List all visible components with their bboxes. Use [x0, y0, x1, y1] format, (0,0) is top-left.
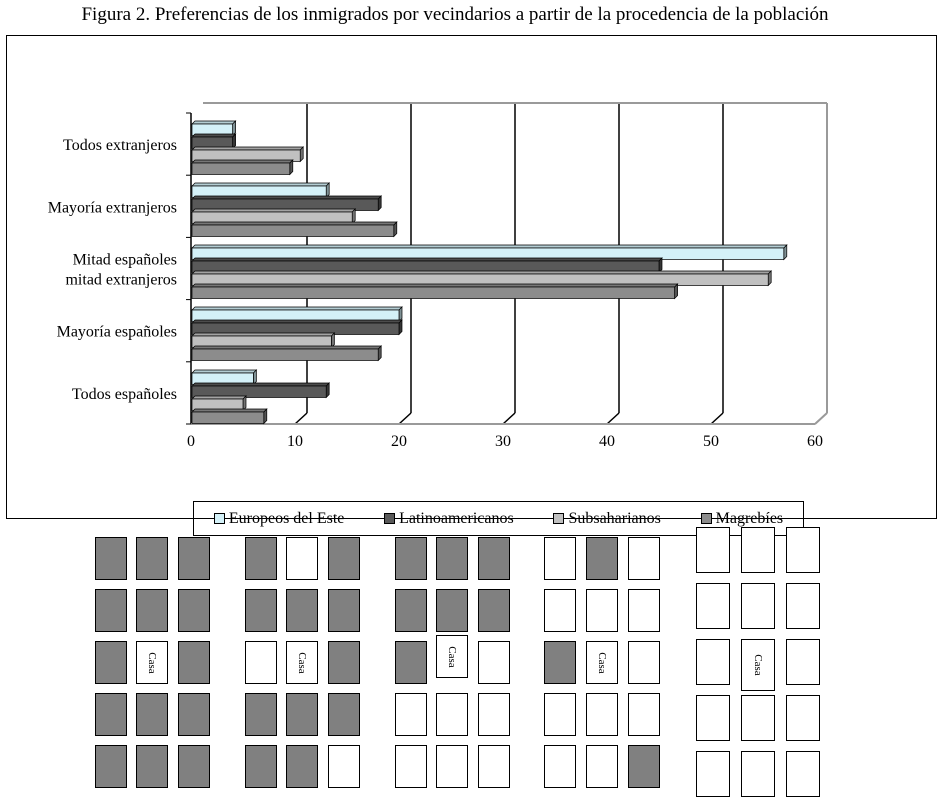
- bar-side-1-0: [326, 183, 329, 198]
- house-spanish: [586, 693, 618, 736]
- casa-label: Casa: [446, 645, 458, 668]
- house-occupied-foreign: [245, 693, 277, 736]
- house-spanish: [786, 583, 820, 629]
- house-casa: [436, 635, 468, 678]
- bar-side-3-1: [399, 320, 402, 335]
- bar-side-1-3: [394, 222, 397, 237]
- house-spanish: [741, 751, 775, 797]
- house-spanish: [478, 641, 510, 684]
- x-tick-label-50: 50: [703, 433, 719, 450]
- house-occupied-foreign: [586, 537, 618, 580]
- house-spanish: [696, 751, 730, 797]
- bar-top-1-2: [192, 209, 355, 212]
- house-spanish: [696, 527, 730, 573]
- bar-3-3: [192, 349, 378, 361]
- bar-top-0-0: [192, 121, 236, 124]
- bar-top-4-2: [192, 396, 246, 399]
- house-occupied-foreign: [178, 589, 210, 632]
- house-occupied-foreign: [328, 537, 360, 580]
- house-spanish: [436, 745, 468, 788]
- house-occupied-foreign: [245, 745, 277, 788]
- legend-swatch-europeos: [214, 513, 225, 524]
- bar-top-2-1: [192, 258, 662, 261]
- house-casa: [286, 641, 318, 684]
- house-occupied-foreign: [95, 693, 127, 736]
- bar-side-2-2: [768, 271, 771, 286]
- house-spanish: [395, 693, 427, 736]
- legend-label-subsaharianos: Subsaharianos: [568, 509, 661, 527]
- bar-chart: [7, 36, 936, 518]
- bar-4-3: [192, 412, 264, 424]
- category-label-0-0: Todos extranjeros: [63, 137, 177, 155]
- house-occupied-foreign: [395, 589, 427, 632]
- house-spanish: [544, 745, 576, 788]
- bar-side-4-2: [243, 396, 246, 411]
- legend-swatch-subsaharianos: [553, 513, 564, 524]
- house-occupied-foreign: [395, 641, 427, 684]
- bar-side-2-3: [675, 284, 678, 299]
- house-occupied-foreign: [95, 537, 127, 580]
- house-spanish: [395, 745, 427, 788]
- house-occupied-foreign: [436, 589, 468, 632]
- house-casa: [136, 641, 168, 684]
- house-spanish: [741, 527, 775, 573]
- house-spanish: [586, 589, 618, 632]
- bar-side-4-1: [326, 383, 329, 398]
- casa-label: Casa: [752, 654, 764, 676]
- house-occupied-foreign: [328, 693, 360, 736]
- legend-swatch-magrebies: [701, 513, 712, 524]
- casa-label: Casa: [146, 651, 158, 674]
- house-occupied-foreign: [95, 589, 127, 632]
- house-occupied-foreign: [478, 537, 510, 580]
- bar-side-0-3: [290, 160, 293, 175]
- bar-top-4-3: [192, 409, 267, 412]
- x-tick-label-40: 40: [599, 433, 615, 450]
- bar-top-0-1: [192, 134, 236, 137]
- house-spanish: [786, 527, 820, 573]
- house-occupied-foreign: [328, 589, 360, 632]
- house-occupied-foreign: [178, 641, 210, 684]
- house-occupied-foreign: [544, 641, 576, 684]
- bar-side-3-0: [399, 307, 402, 322]
- category-label-2-0: Mitad españoles: [72, 251, 177, 269]
- house-occupied-foreign: [136, 693, 168, 736]
- house-occupied-foreign: [136, 589, 168, 632]
- bar-side-0-0: [233, 121, 236, 136]
- house-spanish: [628, 589, 660, 632]
- bar-top-2-3: [192, 284, 678, 287]
- bar-top-3-3: [192, 346, 381, 349]
- house-occupied-foreign: [395, 537, 427, 580]
- bar-1-3: [192, 225, 394, 237]
- bar-2-3: [192, 287, 675, 299]
- casa-label: Casa: [296, 651, 308, 674]
- house-occupied-foreign: [136, 537, 168, 580]
- figure-title: Figura 2. Preferencias de los inmigrados por vecindarios a partir de la procedencia de la población: [81, 4, 829, 25]
- house-spanish: [544, 537, 576, 580]
- house-occupied-foreign: [628, 745, 660, 788]
- bar-top-1-3: [192, 222, 397, 225]
- bar-0-3: [192, 163, 290, 175]
- house-spanish: [544, 589, 576, 632]
- bar-side-3-2: [331, 333, 334, 348]
- house-spanish: [786, 639, 820, 685]
- neighborhood-diagram: [0, 525, 951, 807]
- house-spanish: [696, 695, 730, 741]
- house-casa: [586, 641, 618, 684]
- x-tick-label-30: 30: [495, 433, 511, 450]
- house-occupied-foreign: [178, 693, 210, 736]
- bar-top-0-2: [192, 147, 303, 150]
- house-occupied-foreign: [286, 589, 318, 632]
- bar-side-0-1: [233, 134, 236, 149]
- house-spanish: [586, 745, 618, 788]
- bar-side-2-0: [784, 245, 787, 260]
- house-spanish: [286, 537, 318, 580]
- house-occupied-foreign: [178, 745, 210, 788]
- house-occupied-foreign: [95, 745, 127, 788]
- house-spanish: [245, 641, 277, 684]
- bar-top-1-1: [192, 196, 381, 199]
- house-spanish: [478, 745, 510, 788]
- house-spanish: [741, 583, 775, 629]
- house-spanish: [544, 693, 576, 736]
- house-spanish: [741, 695, 775, 741]
- casa-label: Casa: [596, 651, 608, 674]
- house-occupied-foreign: [286, 745, 318, 788]
- house-occupied-foreign: [478, 589, 510, 632]
- house-occupied-foreign: [436, 537, 468, 580]
- house-casa: [741, 639, 775, 691]
- bar-side-4-0: [253, 370, 256, 385]
- house-spanish: [696, 639, 730, 685]
- legend-label-europeos: Europeos del Este: [228, 509, 345, 527]
- bar-side-0-2: [300, 147, 303, 162]
- x-tick-label-60: 60: [807, 433, 823, 450]
- bar-top-3-2: [192, 333, 334, 336]
- house-spanish: [478, 693, 510, 736]
- x-tick-label-10: 10: [287, 433, 303, 450]
- bar-top-0-3: [192, 160, 293, 163]
- bar-side-4-3: [264, 409, 267, 424]
- x-tick-label-20: 20: [391, 433, 407, 450]
- category-label-4-0: Todos españoles: [71, 385, 177, 403]
- bar-top-1-0: [192, 183, 329, 186]
- house-occupied-foreign: [95, 641, 127, 684]
- house-spanish: [786, 751, 820, 797]
- category-label-2-1: mitad extranjeros: [65, 271, 177, 289]
- legend-label-magrebies: Magrebíes: [715, 509, 784, 527]
- bar-side-3-3: [378, 346, 381, 361]
- house-spanish: [696, 583, 730, 629]
- bar-top-4-1: [192, 383, 329, 386]
- house-spanish: [786, 695, 820, 741]
- house-occupied-foreign: [286, 693, 318, 736]
- x-tick-label-0: 0: [187, 433, 195, 450]
- chart-frame: [6, 35, 937, 527]
- house-occupied-foreign: [328, 641, 360, 684]
- bar-top-4-0: [192, 370, 256, 373]
- house-occupied-foreign: [136, 745, 168, 788]
- bar-side-2-1: [659, 258, 662, 273]
- house-spanish: [628, 693, 660, 736]
- house-spanish: [436, 693, 468, 736]
- category-label-1-0: Mayoría extranjeros: [47, 199, 177, 217]
- bar-side-1-2: [352, 209, 355, 224]
- bar-top-3-1: [192, 320, 402, 323]
- bar-side-1-1: [378, 196, 381, 211]
- house-occupied-foreign: [245, 589, 277, 632]
- bar-top-2-2: [192, 271, 771, 274]
- bar-top-3-0: [192, 307, 402, 310]
- bar-top-2-0: [192, 245, 787, 248]
- house-occupied-foreign: [245, 537, 277, 580]
- house-spanish: [628, 641, 660, 684]
- house-occupied-foreign: [178, 537, 210, 580]
- house-spanish: [628, 537, 660, 580]
- legend-swatch-latinoamericanos: [384, 513, 395, 524]
- house-spanish: [328, 745, 360, 788]
- category-label-3-0: Mayoría españoles: [56, 323, 177, 341]
- legend-label-latinoamericanos: Latinoamericanos: [399, 509, 514, 527]
